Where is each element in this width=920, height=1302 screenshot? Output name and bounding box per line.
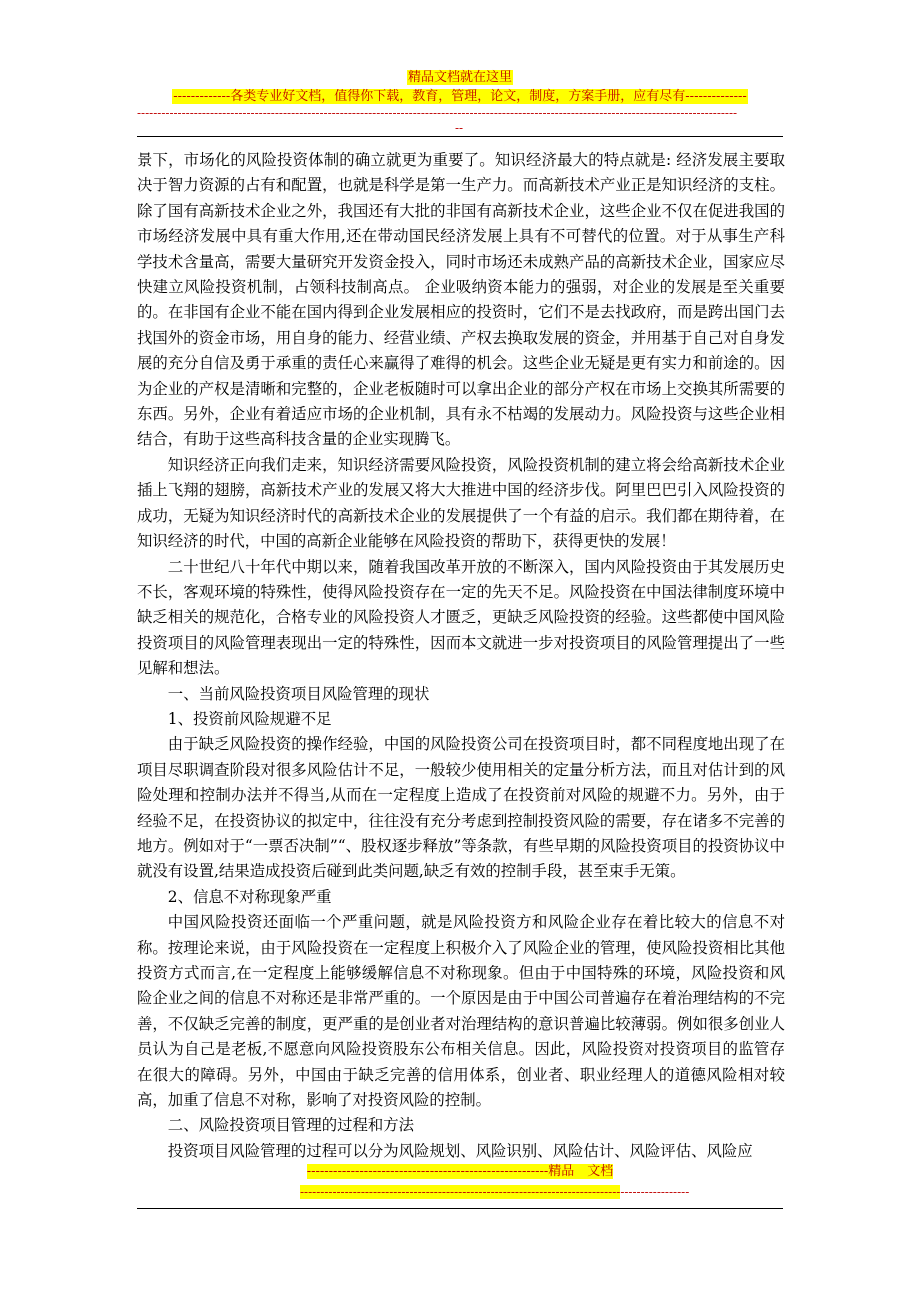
paragraph: 景下，市场化的风险投资体制的确立就更为重要了。知识经济最大的特点就是: 经济发展主要取决于智力资源的占有和配置，也就是科学是第一生产力。而高新技术产业正是知识经济的支柱。除了国有高新技术企业之外，我国还有大批的非国有高新技术企业，这些企业不仅在促进我国的市场经济发展中具有重大作用,还在带动国民经济发展上具有不可替代的位置。对于从事生产科学技术含量高，需要大量研究开发资金投入，同时市场还未成熟产品的高新技术企业，国家应尽快建立风险投资机制，占领科技制高点。 企业吸纳资本能力的强弱，对企业的发展是至关重要的。在非国有企业不能在国内得到企业发展相应的投资时，它们不是去找政府，而是跨出国门去找国外的资金市场，用自身的能力、经营业绩、产权去换取发展的资金，并用基于自己对自身发展的充分自信及勇于承重的责任心来赢得了难得的机会。这些企业无疑是更有实力和前途的。因为企业的产权是清晰和完整的，企业老板随时可以拿出企业的部分产权在市场上交换其所需要的东西。另外，企业有着适应市场的企业机制，具有永不枯竭的发展动力。风险投资与这些企业相结合，有助于这些高科技含量的企业实现腾飞。 bbox=[137, 151, 785, 449]
header-dash-line: ---------------------------------------------------------------------------------------------------------------------------------------------------- bbox=[137, 106, 738, 120]
header-rule bbox=[137, 136, 783, 137]
paragraph: 二十世纪八十年代中期以来，随着我国改革开放的不断深入，国内风险投资由于其发展历史不长，客观环境的特殊性，使得风险投资存在一定的先天不足。风险投资在中国法律制度环境中缺乏相关的规范化，合格专业的风险投资人才匮乏，更缺乏风险投资的经验。这些都使中国风险投资项目的风险管理表现出一定的特殊性，因而本文就进一步对投资项目的风险管理提出了一些见解和想法。 bbox=[137, 557, 785, 678]
footer-rule bbox=[137, 1208, 783, 1209]
subsection-heading: 2、信息不对称现象严重 bbox=[167, 887, 332, 906]
footer-dash-line: ------------------------------------------------------------------------------------------------ bbox=[300, 1185, 690, 1199]
paragraph: 投资项目风险管理的过程可以分为风险规划、风险识别、风险估计、风险评估、风险应 bbox=[167, 1141, 753, 1160]
header-title: 精品文档就在这里 bbox=[407, 70, 512, 85]
subsection-heading: 1、投资前风险规避不足 bbox=[167, 709, 332, 728]
section-heading: 二、风险投资项目管理的过程和方法 bbox=[167, 1116, 415, 1135]
section-heading: 一、当前风险投资项目风险管理的现状 bbox=[167, 684, 430, 703]
header-dash-tail: -- bbox=[455, 121, 464, 135]
footer-label: -------------------------------------------------------精品 文档 bbox=[306, 1164, 614, 1179]
paragraph: 中国风险投资还面临一个严重问题，就是风险投资方和风险企业存在着比较大的信息不对称。按理论来说，由于风险投资在一定程度上积极介入了风险企业的管理，使风险投资相比其他投资方式而言,在一定程度上能够缓解信息不对称现象。但由于中国特殊的环境，风险投资和风险企业之间的信息不对称还是非常严重的。一个原因是由于中国公司普遍存在着治理结构的不完善，不仅缺乏完善的制度，更严重的是创业者对治理结构的意识普遍比较薄弱。例如很多创业人员认为自己是老板,不愿意向风险投资股东公布相关信息。因此，风险投资对投资项目的监管存在很大的障碍。另外，中国由于缺乏完善的信用体系，创业者、职业经理人的道德风险相对较高，加重了信息不对称，影响了对投资风险的控制。 bbox=[137, 913, 785, 1110]
paragraph: 知识经济正向我们走来，知识经济需要风险投资，风险投资机制的建立将会给高新技术企业插上飞翔的翅膀，高新技术产业的发展又将大大推进中国的经济步伐。阿里巴巴引入风险投资的成功，无疑为知识经济时代的高新技术企业的发展提供了一个有益的启示。我们都在期待着，在知识经济的时代，中国的高新企业能够在风险投资的帮助下，获得更快的发展！ bbox=[137, 455, 785, 551]
header-subtitle: -------------各类专业好文档，值得你下载，教育，管理，论文，制度，方案手册，应有尽有-------------- bbox=[173, 89, 747, 104]
paragraph: 由于缺乏风险投资的操作经验，中国的风险投资公司在投资项目时，都不同程度地出现了在项目尽职调查阶段对很多风险估计不足，一般较少使用相关的定量分析方法，而且对估计到的风险处理和控制办法并不得当,从而在一定程度上造成了在投资前对风险的规避不力。另外，由于经验不足，在投资协议的拟定中，往往没有充分考虑到控制投资风险的需要，存在诸多不完善的地方。例如对于“一票否决制”“、股权逐步释放”等条款，有些早期的风险投资项目的投资协议中就没有设置,结果造成投资后碰到此类问题,缺乏有效的控制手段，甚至束手无策。 bbox=[137, 735, 785, 881]
document-body bbox=[137, 148, 785, 1164]
